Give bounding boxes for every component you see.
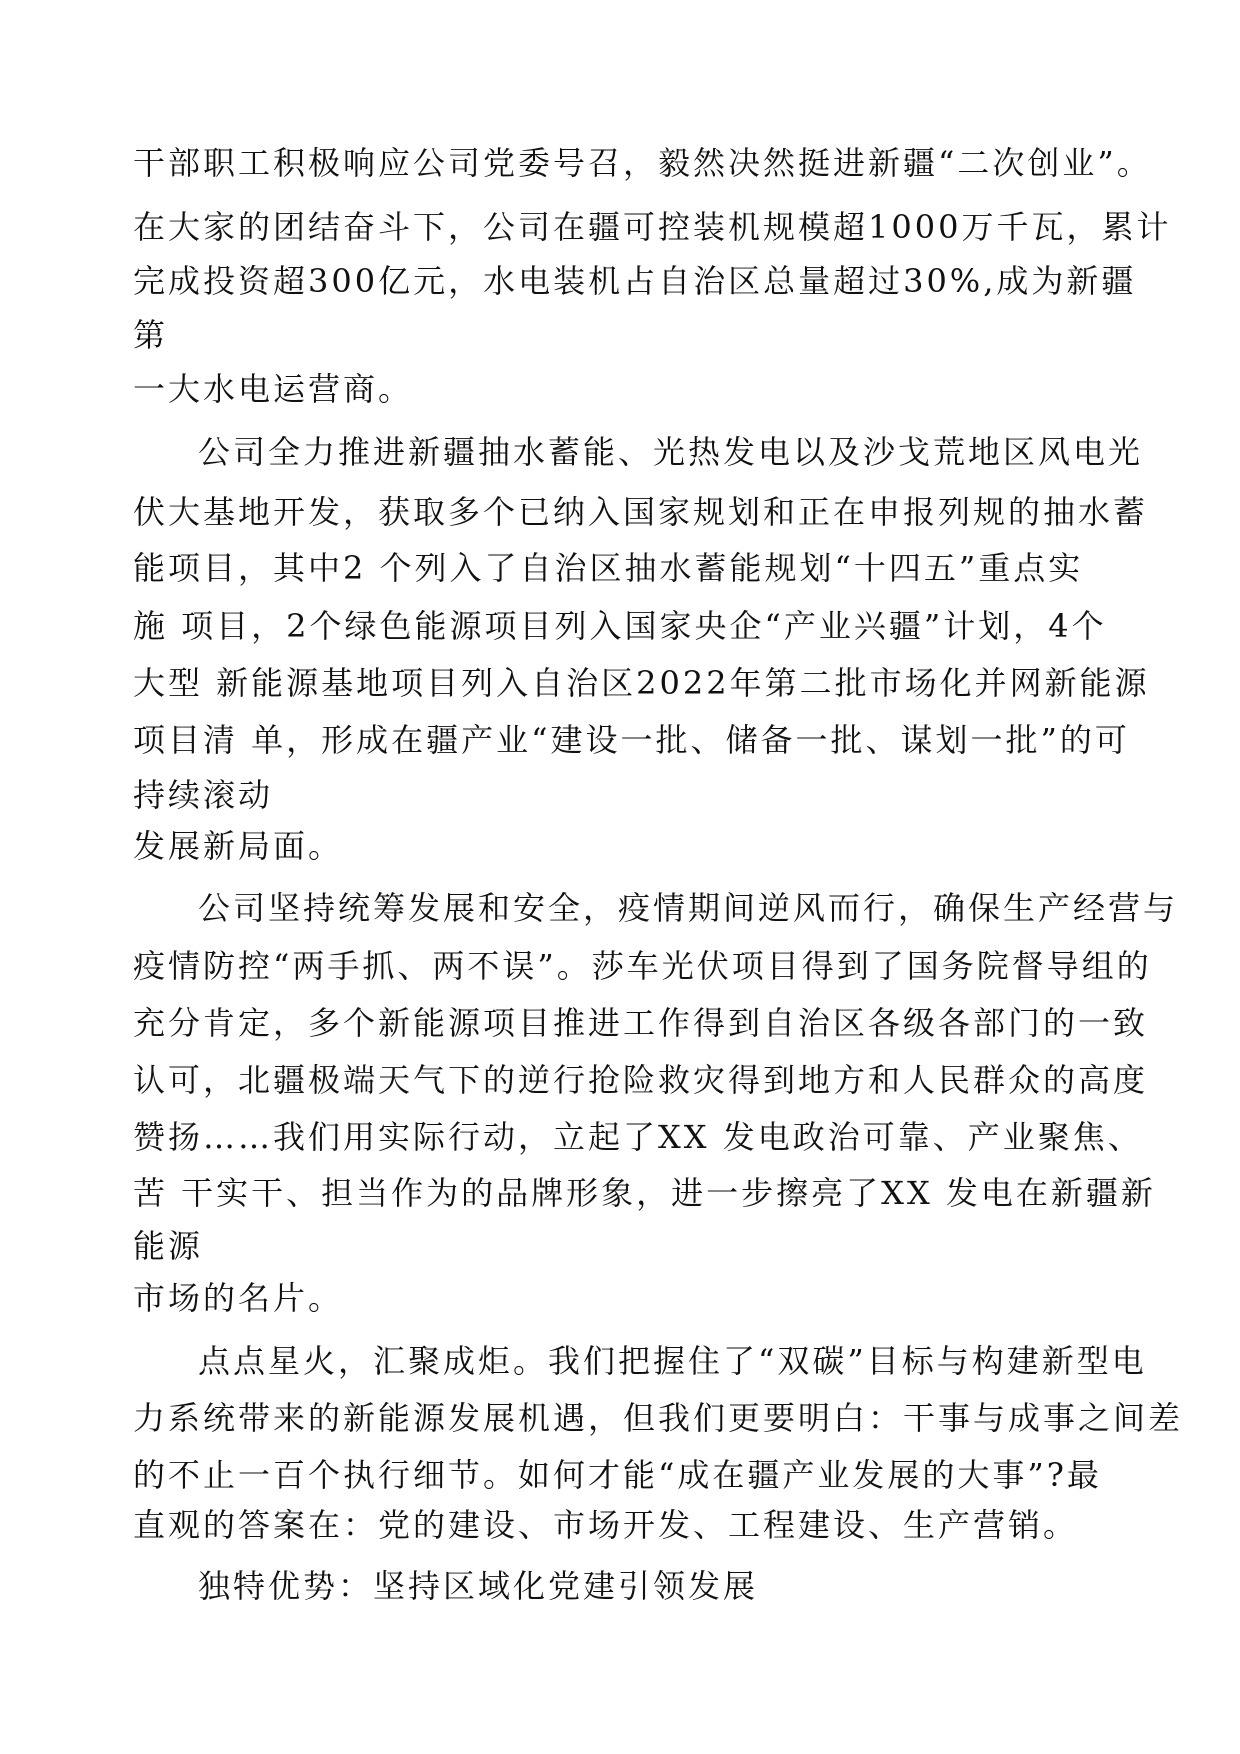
text-line: 伏大基地开发，获取多个已纳入国家规划和正在申报列规的抽水蓄: [133, 493, 1149, 531]
text-line: 一大水电运营商。: [133, 370, 414, 408]
text-line: 充分肯定，多个新能源项目推进工作得到自治区各级各部门的一致: [133, 1004, 1149, 1042]
section-heading: 独特优势：坚持区域化党建引领发展: [198, 1567, 759, 1605]
paragraph-first-line: 点点星火，汇聚成炬。我们把握住了“双碳”目标与构建新型电: [198, 1342, 1147, 1380]
text-line: 能项目，其中2 个列入了自治区抽水蓄能规划“十四五”重点实: [133, 549, 1084, 587]
text-line: 市场的名片。: [133, 1279, 344, 1317]
text-line: 的不止一百个执行细节。如何才能“成在疆产业发展的大事”?最: [133, 1456, 1102, 1494]
text-line: 发展新局面。: [133, 827, 344, 865]
text-line: 疫情防控“两手抓、两不误”。莎车光伏项目得到了国务院督导组的: [133, 947, 1152, 985]
text-line: 苦 干实干、担当作为的品牌形象，进一步擦亮了XX 发电在新疆新: [133, 1174, 1156, 1212]
text-line: 持续滚动: [133, 776, 274, 814]
text-line: 直观的答案在：党的建设、市场开发、工程建设、生产营销。: [133, 1506, 1079, 1544]
text-line: 完成投资超300亿元，水电装机占自治区总量超过30%,成为新疆: [133, 262, 1137, 300]
text-line: 施 项目，2个绿色能源项目列入国家央企“产业兴疆”计划，4个: [133, 607, 1107, 645]
paragraph-first-line: 公司全力推进新疆抽水蓄能、光热发电以及沙戈荒地区风电光: [198, 433, 1144, 471]
paragraph-first-line: 公司坚持统筹发展和安全，疫情期间逆风而行，确保生产经营与: [198, 889, 1179, 927]
text-line: 第: [133, 316, 169, 354]
text-line: 赞扬……我们用实际行动，立起了XX 发电政治可靠、产业聚焦、: [133, 1118, 1143, 1156]
text-line: 能源: [133, 1227, 204, 1265]
text-line: 力系统带来的新能源发展机遇，但我们更要明白：干事与成事之间差: [133, 1399, 1184, 1437]
text-line: 大型 新能源基地项目列入自治区2022年第二批市场化并网新能源: [133, 664, 1150, 702]
text-line: 项目清 单，形成在疆产业“建设一批、储备一批、谋划一批”的可: [133, 721, 1130, 759]
text-line: 干部职工积极响应公司党委号召，毅然决然挺进新疆“二次创业”。: [133, 144, 1152, 182]
text-line: 认可，北疆极端天气下的逆行抢险救灾得到地方和人民群众的高度: [133, 1061, 1149, 1099]
text-line: 在大家的团结奋斗下，公司在疆可控装机规模超1000万千瓦，累计: [133, 208, 1172, 246]
